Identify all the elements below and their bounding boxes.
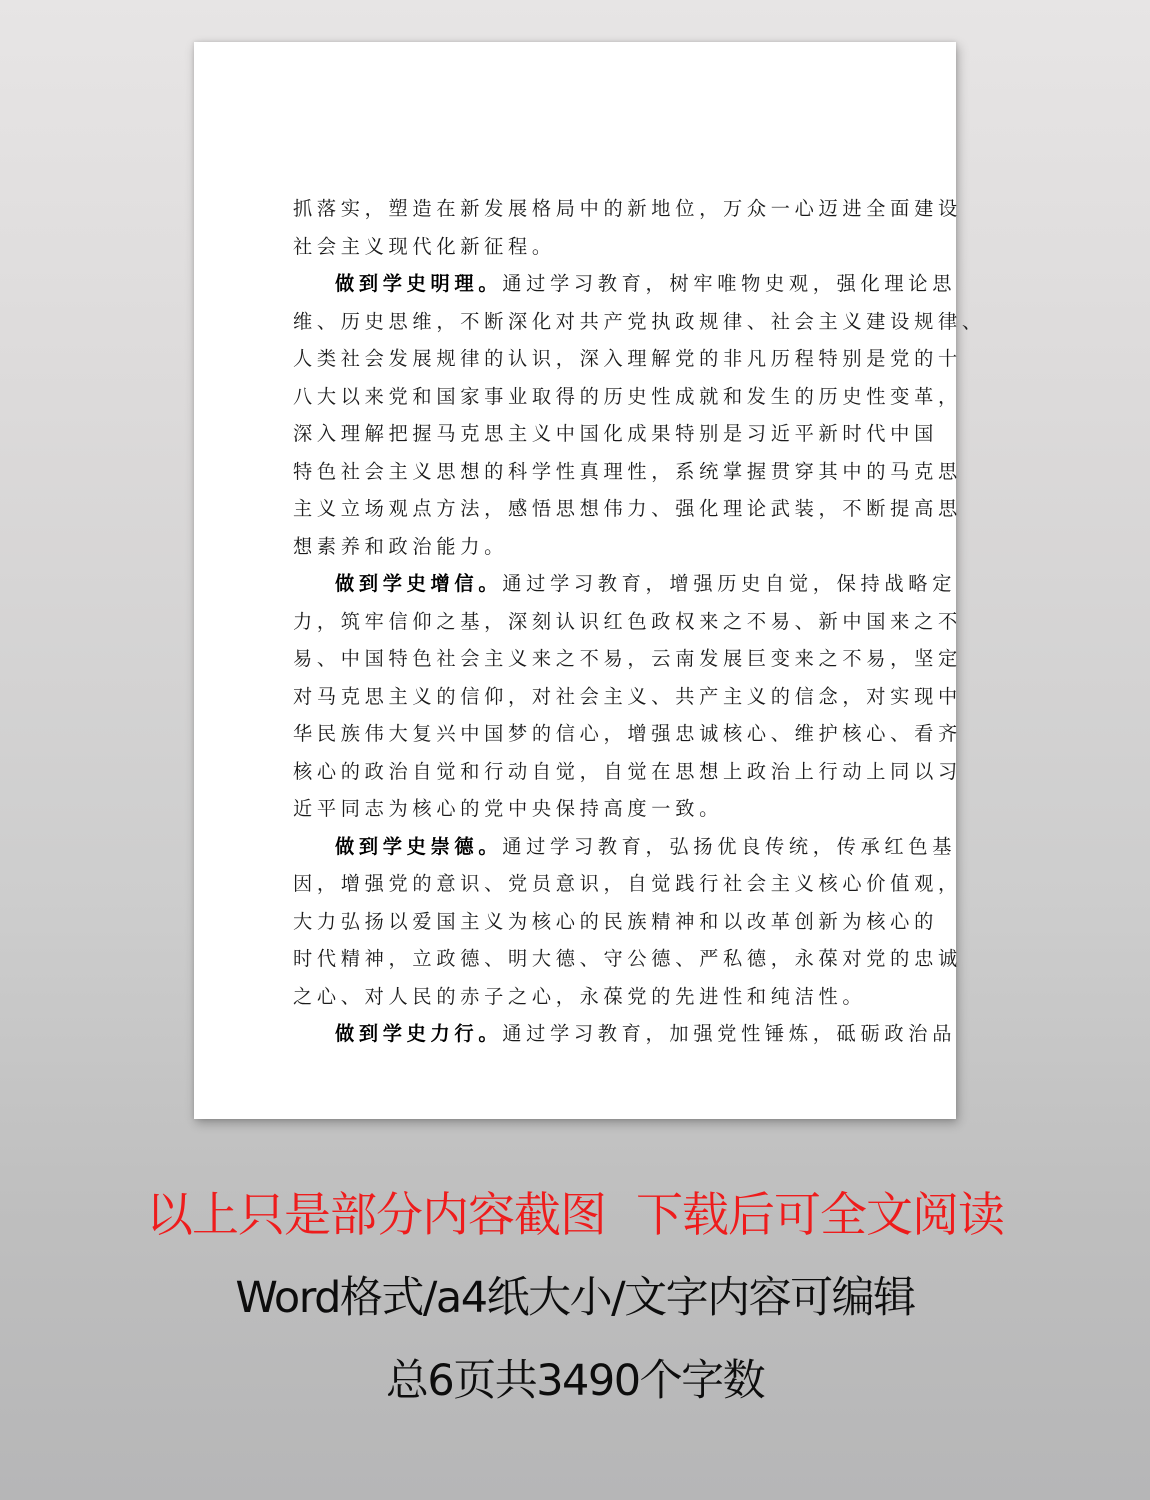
preview-notice-part1: 以上只是部分内容截图 — [146, 1188, 606, 1243]
document-page — [194, 42, 986, 1119]
text-line: 易、中国特色社会主义来之不易，云南发展巨变来之不易，坚定 — [293, 647, 962, 670]
text-line: 人类社会发展规律的认识，深入理解党的非凡历程特别是党的十 — [293, 347, 962, 370]
paragraph-xueshi-lixing — [293, 1015, 957, 1053]
preview-notice — [0, 1178, 1150, 1245]
text-span: 通过学习教育，弘扬优良传统，传承红色基 — [502, 834, 957, 858]
text-line: 华民族伟大复兴中国梦的信心，增强忠诚核心、维护核心、看齐 — [293, 722, 962, 745]
text-line: 深入理解把握马克思主义中国化成果特别是习近平新时代中国 — [293, 422, 938, 445]
text-line: 时代精神，立政德、明大德、守公德、严私德，永葆对党的忠诚 — [293, 947, 962, 970]
text-line: 想素养和政治能力。 — [293, 534, 508, 558]
page-word-count: 总6页共3490个字数 — [385, 1356, 765, 1406]
text-line: 近平同志为核心的党中央保持高度一致。 — [293, 797, 723, 820]
text-line — [293, 1015, 957, 1053]
paragraph — [293, 190, 962, 265]
paragraph-lead: 做到学史明理。 — [335, 272, 503, 295]
text-line — [293, 565, 957, 603]
text-line: 力，筑牢信仰之基，深刻认识红色政权来之不易、新中国来之不 — [293, 609, 962, 633]
paragraph-xueshi-chongde — [293, 828, 962, 1016]
document-body — [293, 190, 986, 1053]
text-line — [293, 828, 957, 866]
text-line: 抓落实，塑造在新发展格局中的新地位，万众一心迈进全面建设 — [293, 197, 962, 220]
paragraph-xueshi-mingli — [293, 265, 986, 565]
text-line: 维、历史思维，不断深化对共产党执政规律、社会主义建设规律、 — [293, 309, 986, 333]
text-span: 通过学习教育，加强党性锤炼，砥砺政治品 — [502, 1022, 957, 1045]
text-line: 社会主义现代化新征程。 — [293, 234, 556, 258]
paragraph-lead: 做到学史力行。 — [335, 1022, 503, 1045]
format-info: Word格式/a4纸大小/文字内容可编辑 — [235, 1273, 915, 1323]
text-span: 通过学习教育，树牢唯物史观，强化理论思 — [502, 272, 957, 295]
text-line: 因，增强党的意识、党员意识，自觉践行社会主义核心价值观， — [293, 872, 962, 895]
text-line: 特色社会主义思想的科学性真理性，系统掌握贯穿其中的马克思 — [293, 459, 962, 483]
text-line: 主义立场观点方法，感悟思想伟力、强化理论武装，不断提高思 — [293, 497, 962, 520]
text-line: 对马克思主义的信仰，对社会主义、共产主义的信念，对实现中 — [293, 684, 962, 708]
text-line: 大力弘扬以爱国主义为核心的民族精神和以改革创新为核心的 — [293, 909, 938, 933]
text-line: 之心、对人民的赤子之心，永葆党的先进性和纯洁性。 — [293, 984, 867, 1008]
text-line: 八大以来党和国家事业取得的历史性成就和发生的历史性变革， — [293, 384, 962, 408]
preview-notice-part2: 下载后可全文阅读 — [636, 1188, 1004, 1243]
paragraph-lead: 做到学史崇德。 — [335, 834, 503, 858]
paragraph-lead: 做到学史增信。 — [335, 572, 503, 595]
text-span: 通过学习教育，增强历史自觉，保持战略定 — [502, 572, 957, 595]
text-line: 核心的政治自觉和行动自觉，自觉在思想上政治上行动上同以习 — [293, 759, 962, 783]
text-line — [293, 265, 957, 303]
paragraph-xueshi-zengxin — [293, 565, 962, 828]
